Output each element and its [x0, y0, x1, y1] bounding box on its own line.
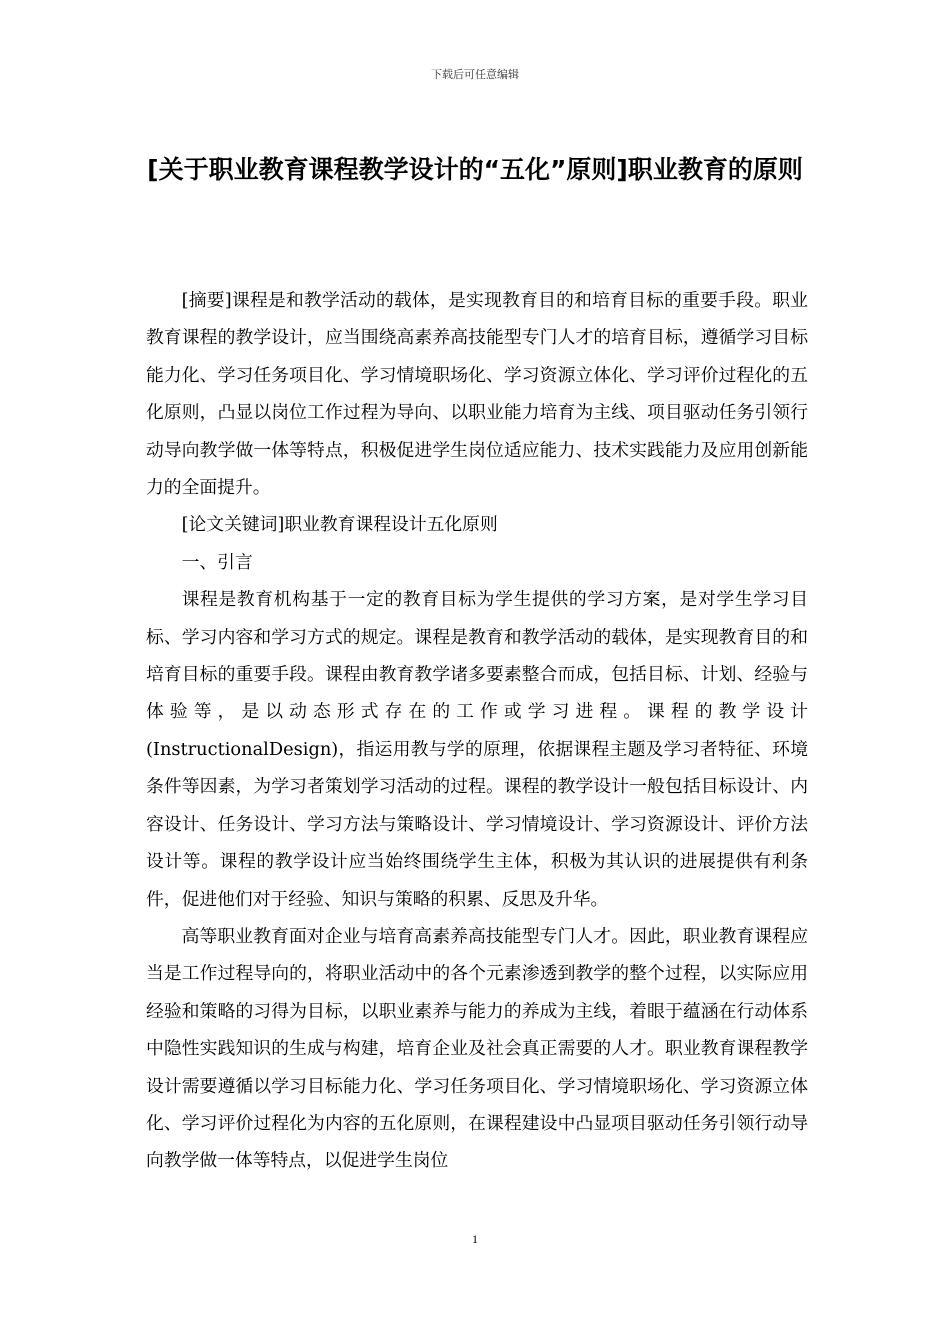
document-body	[146, 282, 808, 1180]
abstract-paragraph: [摘要]课程是和教学活动的载体，是实现教育目的和培育目标的重要手段。职业教育课程的教学设计，应当围绕高素养高技能型专门人才的培育目标，遵循学习目标能力化、学习任务项目化、学习情境职场化、学习资源立体化、学习评价过程化的五化原则，凸显以岗位工作过程为导向、以职业能力培育为主线、项目驱动任务引领行动导向教学做一体等特点，积极促进学生岗位适应能力、技术实践能力及应用创新能力的全面提升。	[146, 290, 808, 499]
body-paragraph-1: 课程是教育机构基于一定的教育目标为学生提供的学习方案，是对学生学习目标、学习内容和学习方式的规定。课程是教育和教学活动的载体，是实现教育目的和培育目标的重要手段。课程由教育教学诸多要素整合而成，包括目标、计划、经验与体验等，是以动态形式存在的工作或学习进程。课程的教学设计(InstructionalDesign)，指运用教与学的原理，依据课程主题及学习者特征、环境条件等因素，为学习者策划学习活动的过程。课程的教学设计一般包括目标设计、内容设计、任务设计、学习方法与策略设计、学习情境设计、学习资源设计、评价方法设计等。课程的教学设计应当始终围绕学生主体，积极为其认识的进展提供有利条件，促进他们对于经验、知识与策略的积累、反思及升华。	[146, 589, 808, 910]
section-heading: 一、引言	[181, 551, 253, 573]
page-number: 1	[472, 1232, 478, 1246]
document-title: [关于职业教育课程教学设计的“五化”原则]职业教育的原则	[147, 155, 803, 184]
body-paragraph-2: 高等职业教育面对企业与培育高素养高技能型专门人才。因此，职业教育课程应当是工作过程导向的，将职业活动中的各个元素渗透到教学的整个过程，以实际应用经验和策略的习得为目标，以职业素养与能力的养成为主线，着眼于蕴涵在行动体系中隐性实践知识的生成与构建，培育企业及社会真正需要的人才。职业教育课程教学设计需要遵循以学习目标能力化、学习任务项目化、学习情境职场化、学习资源立体化、学习评价过程化为内容的五化原则，在课程建设中凸显项目驱动任务引领行动导向教学做一体等特点，以促进学生岗位	[146, 925, 808, 1172]
header-note: 下载后可任意编辑	[431, 68, 519, 81]
keywords-paragraph: [论文关键词]职业教育课程设计五化原则	[181, 514, 498, 536]
